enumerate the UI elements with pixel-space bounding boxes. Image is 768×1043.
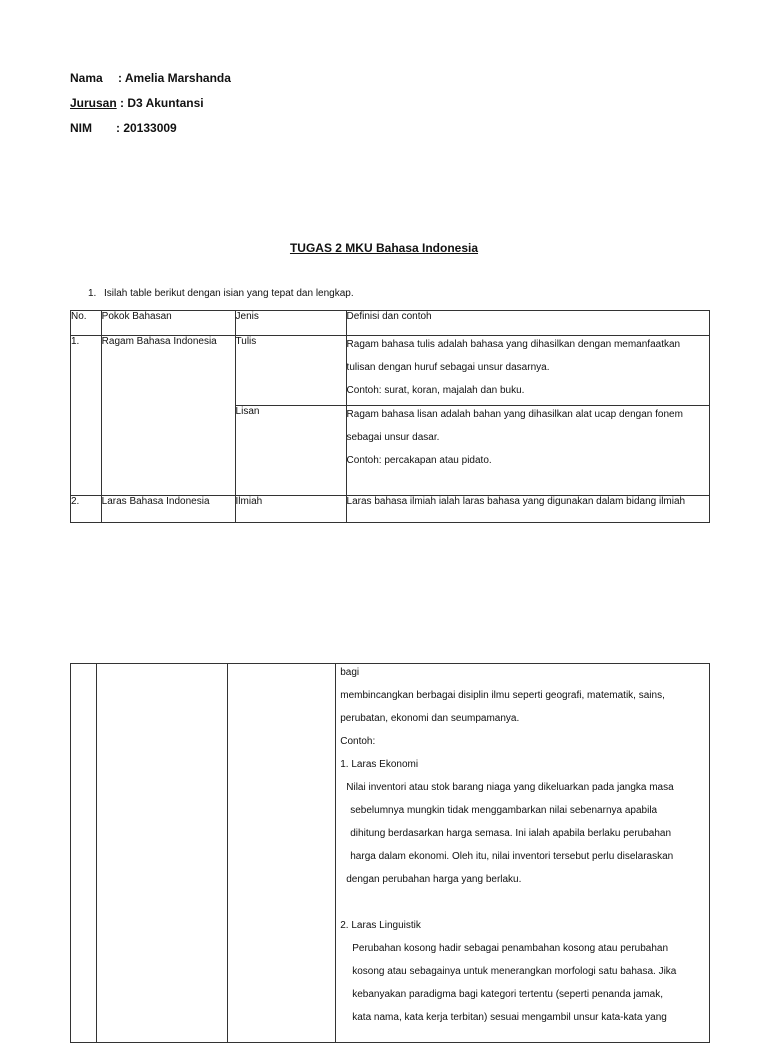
row1-jenis-tulis: Tulis <box>235 336 346 406</box>
header-jenis: Jenis <box>235 311 346 336</box>
row1-definisi-tulis <box>346 336 709 406</box>
definition-line: Perubahan kosong hadir sebagai penambahan kosong atau perubahan <box>352 943 669 954</box>
instruction-number: 1. <box>88 288 97 299</box>
definition-line: tulisan dengan huruf sebagai unsur dasarnya. <box>346 362 550 373</box>
definition-line: kosong atau sebagainya untuk menerangkan morfologi satu bahasa. Jika <box>352 966 677 977</box>
instruction-text: Isilah table berikut dengan isian yang tepat dan lengkap. <box>104 288 354 299</box>
cont-no-cell <box>71 664 97 1043</box>
row1-pokok: Ragam Bahasa Indonesia <box>101 336 235 496</box>
definition-line: Contoh: percakapan atau pidato. <box>346 455 492 466</box>
continuation-table <box>70 663 710 1043</box>
definition-line: sebagai unsur dasar. <box>346 432 440 443</box>
header-pokok-bahasan: Pokok Bahasan <box>101 311 235 336</box>
definition-line: Contoh: surat, koran, majalah dan buku. <box>346 385 525 396</box>
nim-row <box>70 121 177 135</box>
definition-line: kebanyakan paradigma bagi kategori tertentu (seperti penanda jamak, <box>352 989 664 1000</box>
row1-no: 1. <box>71 336 102 496</box>
row2-no: 2. <box>71 496 102 523</box>
header-definisi: Definisi dan contoh <box>346 311 709 336</box>
definition-line: harga dalam ekonomi. Oleh itu, nilai inventori tersebut perlu diselaraskan <box>350 851 674 862</box>
definition-line: Contoh: <box>340 736 376 747</box>
definition-line: sebelumnya mungkin tidak menggambarkan nilai sebenarnya apabila <box>350 805 658 816</box>
jurusan-row <box>70 96 204 110</box>
table-row <box>71 664 710 1043</box>
definition-line: perubatan, ekonomi dan seumpamanya. <box>340 713 520 724</box>
row2-pokok: Laras Bahasa Indonesia <box>101 496 235 523</box>
table-header-row <box>71 311 710 336</box>
row1-definisi-lisan <box>346 406 709 496</box>
page-title: TUGAS 2 MKU Bahasa Indonesia <box>289 241 479 255</box>
definition-line: bagi <box>340 667 360 678</box>
row1-jenis-lisan: Lisan <box>235 406 346 496</box>
jurusan-value: : D3 Akuntansi <box>120 96 204 110</box>
definition-line: 1. Laras Ekonomi <box>340 759 419 770</box>
nama-row <box>70 71 231 85</box>
definition-line: Nilai inventori atau stok barang niaga yang dikeluarkan pada jangka masa <box>346 782 674 793</box>
definition-line: dihitung berdasarkan harga semasa. Ini ialah apabila berlaku perubahan <box>350 828 672 839</box>
definition-line <box>340 894 705 917</box>
definition-line: kata nama, kata kerja terbitan) sesuai mengambil unsur kata-kata yang <box>352 1012 667 1023</box>
definition-line: dengan perubahan harga yang berlaku. <box>346 874 522 885</box>
nama-value: : Amelia Marshanda <box>118 71 231 85</box>
jurusan-label: Jurusan <box>70 96 117 110</box>
table-row <box>71 496 710 523</box>
definition-line: Ragam bahasa lisan adalah bahan yang dihasilkan alat ucap dengan fonem <box>346 409 683 420</box>
row2-definisi: Laras bahasa ilmiah ialah laras bahasa yang digunakan dalam bidang ilmiah <box>346 496 709 523</box>
header-no: No. <box>71 311 102 336</box>
definition-line: 2. Laras Linguistik <box>340 920 421 931</box>
cont-jenis-cell <box>228 664 336 1043</box>
nim-label: NIM <box>70 121 92 135</box>
cont-definisi-cell <box>336 664 710 1043</box>
definition-line: membincangkan berbagai disiplin ilmu seperti geografi, matematik, sains, <box>340 690 665 701</box>
definition-line: Ragam bahasa tulis adalah bahasa yang dihasilkan dengan memanfaatkan <box>346 339 681 350</box>
cont-pokok-cell <box>96 664 227 1043</box>
assignment-table <box>70 310 710 523</box>
nim-value: : 20133009 <box>116 121 177 135</box>
row2-jenis: Ilmiah <box>235 496 346 523</box>
nama-label: Nama <box>70 71 103 85</box>
instruction <box>88 288 354 299</box>
table-row <box>71 336 710 406</box>
